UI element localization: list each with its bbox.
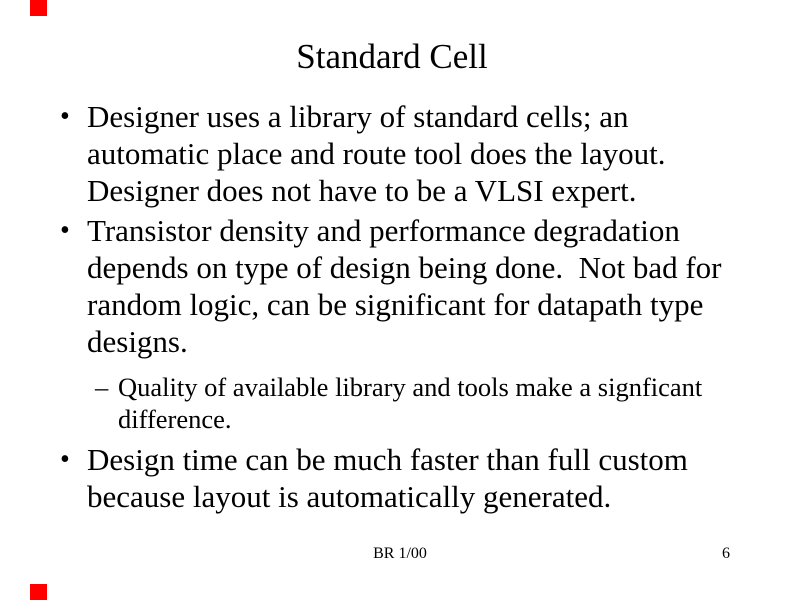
bullet-item-1 [0, 98, 800, 209]
slide-title: Standard Cell [296, 37, 488, 76]
text-line: designs. [87, 324, 188, 359]
text-line: because layout is automatically generated. [87, 479, 612, 514]
text-line: Transistor density and performance degradation [87, 213, 680, 248]
text-line: Designer uses a library of standard cells; an [87, 99, 629, 134]
text-line: Designer does not have to be a VLSI expert. [87, 173, 637, 208]
bullet-item-3 [0, 441, 800, 515]
bullet-item-2 [0, 212, 800, 360]
text-line: depends on type of design being done. Not bad for [87, 250, 722, 285]
text-line: Quality of available library and tools make a signficant [118, 372, 703, 402]
red-corner-mark-top [30, 0, 47, 16]
text-line: difference. [118, 404, 232, 434]
page-number: 6 [722, 545, 730, 562]
bullet-icon: • [60, 215, 70, 246]
sub-bullet-item [0, 371, 800, 435]
sub-bullet-text [118, 371, 800, 435]
text-line: Design time can be much faster than full custom [87, 442, 688, 477]
red-corner-mark-bottom [30, 584, 47, 600]
footer-text: BR 1/00 [373, 545, 427, 562]
bullet-icon: • [60, 444, 70, 475]
text-line: automatic place and route tool does the layout. [87, 136, 666, 171]
text-line: random logic, can be significant for datapath type [87, 287, 704, 322]
bullet-text-2 [87, 212, 800, 360]
bullet-icon: • [60, 101, 70, 132]
bullet-text-3 [87, 441, 800, 515]
bullet-text-1 [87, 98, 800, 209]
dash-icon: – [95, 372, 109, 402]
